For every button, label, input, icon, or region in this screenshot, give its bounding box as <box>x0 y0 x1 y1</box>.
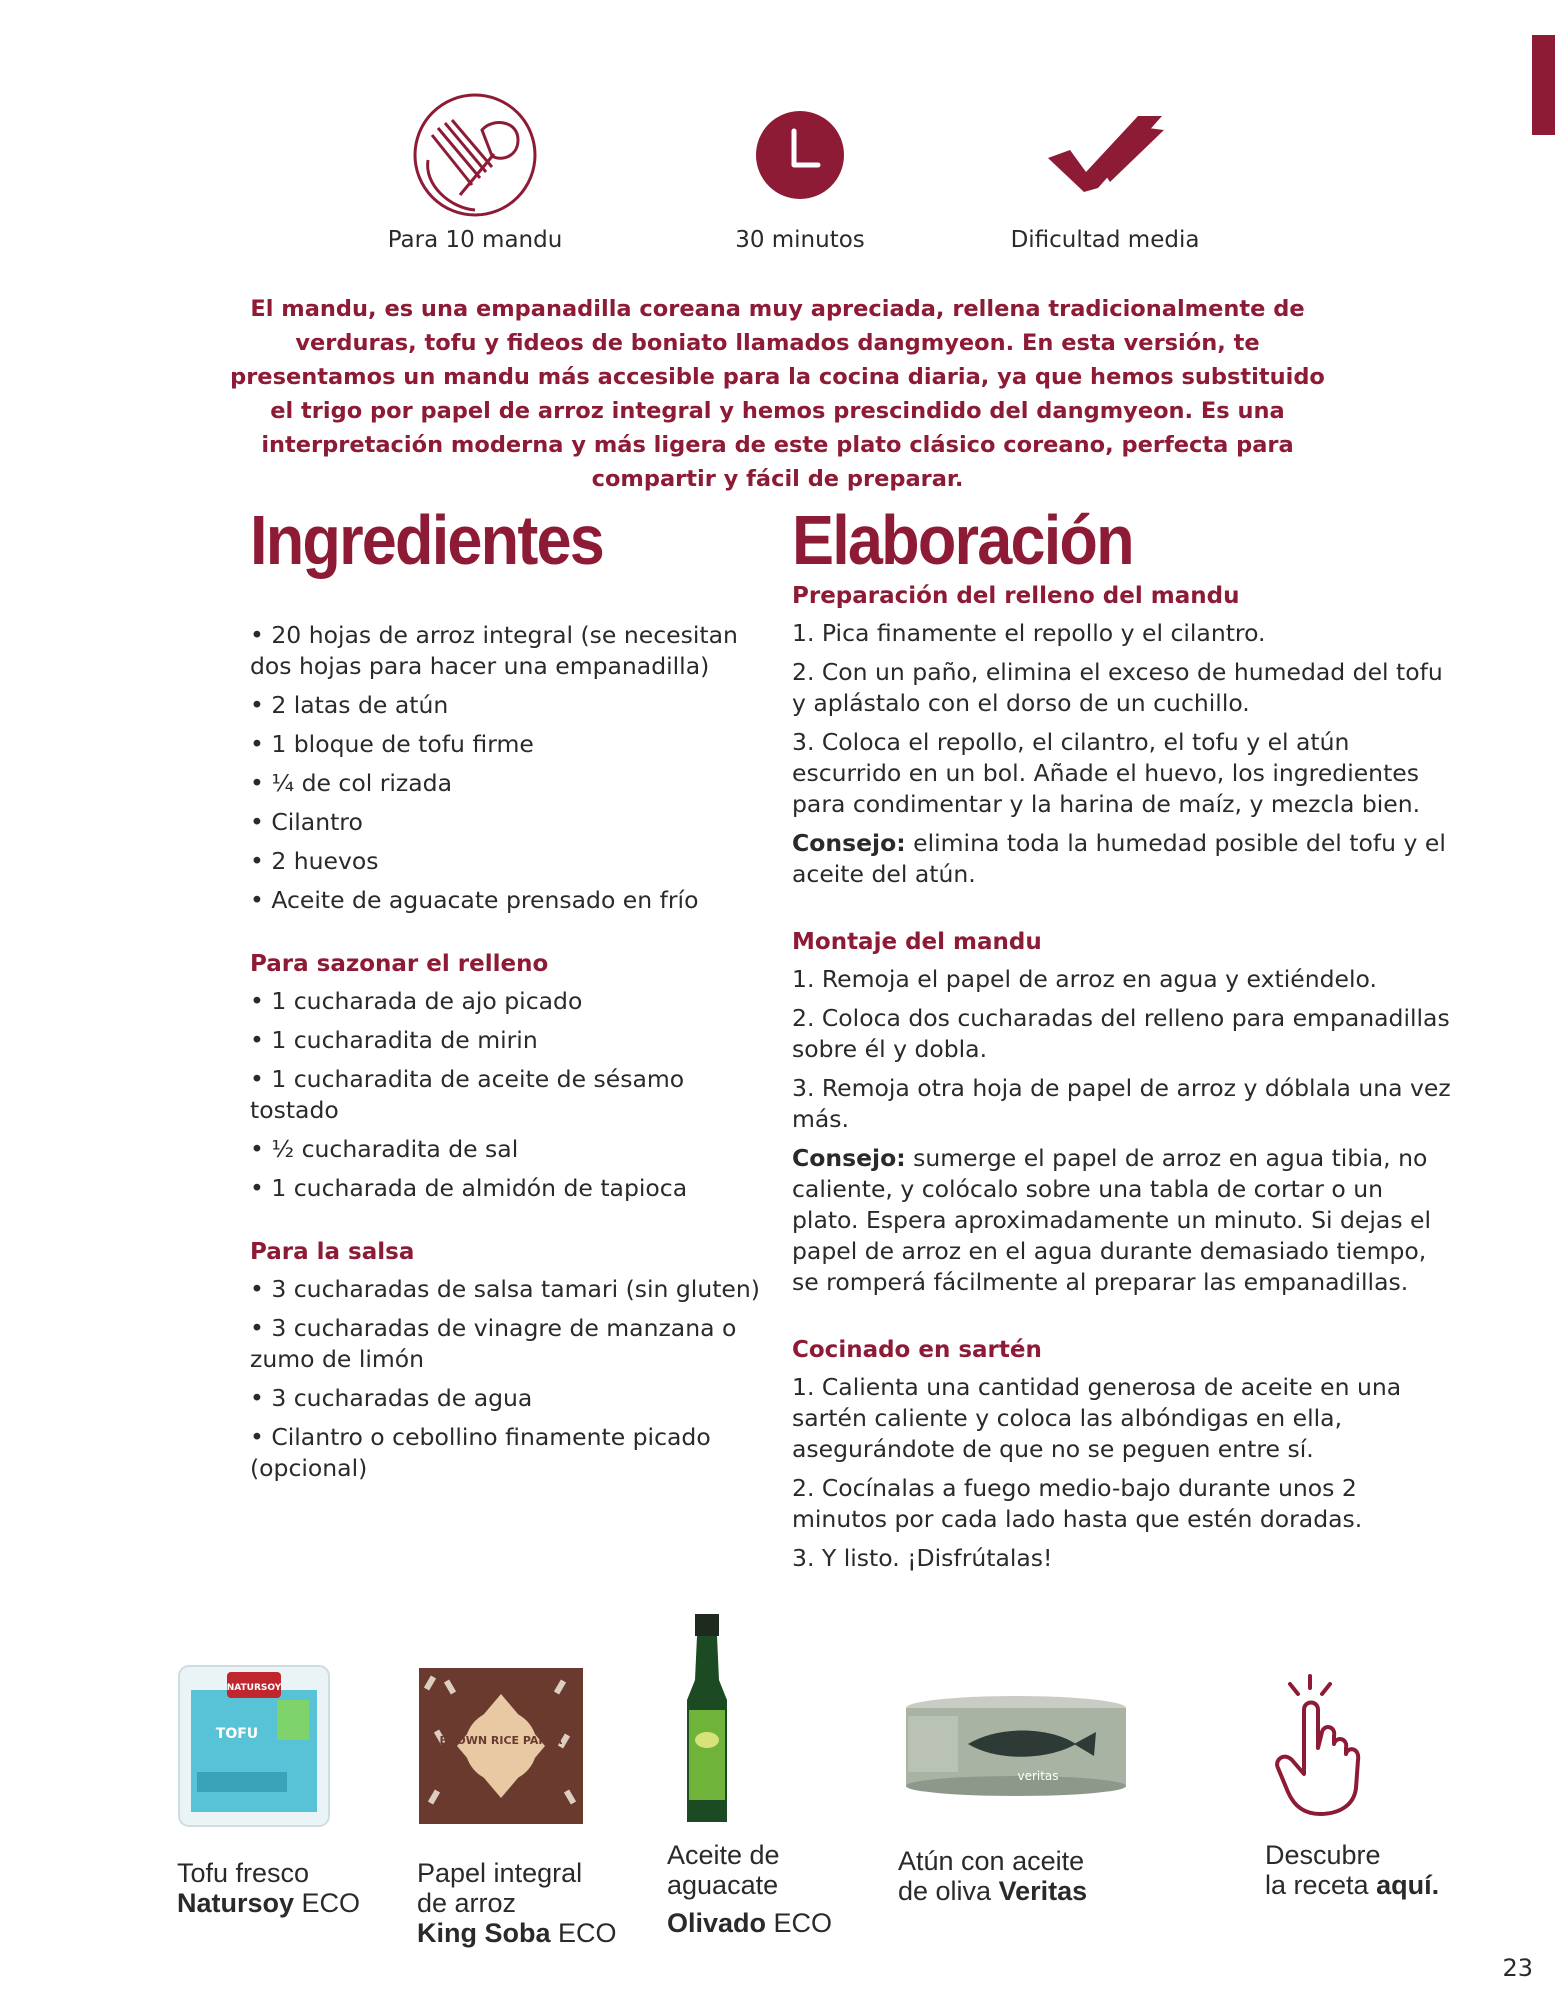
list-item: 1. Pica finamente el repollo y el cilantro. <box>792 619 1266 647</box>
product-eco: ECO <box>550 1918 617 1948</box>
tip-label: Consejo: <box>792 829 906 857</box>
product-brand: Veritas <box>998 1876 1088 1906</box>
product-line: Aceite de <box>667 1840 780 1870</box>
tip-text: sumerge el papel de arroz en agua tibia, no caliente, y colócalo sobre una tabla de cortar o un plato. Espera aproximadamente un minuto. Si dejas el papel de arroz en el agua durante demasiado tiempo, se romperá fácilmente al preparar las empanadillas. <box>792 1144 1432 1296</box>
clock-icon <box>750 105 850 205</box>
fact-difficulty <box>975 85 1235 253</box>
list-item: • 2 latas de atún <box>250 691 449 719</box>
tuna-pack-label: veritas <box>1017 1769 1059 1783</box>
avocado-oil-bottle-image <box>667 1610 747 1830</box>
list-item: • 3 cucharadas de agua <box>250 1384 533 1412</box>
product-line: Descubre <box>1265 1840 1381 1870</box>
discover-recipe-text <box>1265 1840 1439 1900</box>
recipe-intro: El mandu, es una empanadilla coreana muy apreciada, rellena tradicionalmente de verduras, tofu y fideos de boniato llamados dangmyeon. En esta versión, te presentamos un mandu más accesible para la cocina diaria, ya que hemos substituido el trigo por papel de arroz integral y hemos prescindido del dangmyeon. Es una interpretación moderna y más ligera de este plato clásico coreano, perfecta para compartir y fácil de preparar. <box>230 296 1325 492</box>
filling-steps <box>792 618 1452 890</box>
filling-tip <box>792 828 1452 890</box>
product-line <box>1265 1870 1439 1900</box>
featured-products <box>0 1610 1555 2000</box>
fact-time-label: 30 minutos <box>735 227 865 253</box>
list-item: • 1 cucharadita de mirin <box>250 1026 538 1054</box>
list-item: • Cilantro <box>250 808 363 836</box>
list-item: • 2 huevos <box>250 847 379 875</box>
list-item: • 20 hojas de arroz integral (se necesitan dos hojas para hacer una empanadilla) <box>250 621 738 680</box>
elaboration-section <box>792 500 1452 1582</box>
recipe-link-text[interactable]: aquí. <box>1376 1870 1440 1900</box>
product-line: Atún con aceite <box>898 1846 1085 1876</box>
list-item: • Aceite de aguacate prensado en frío <box>250 886 699 914</box>
product-avocado-oil-name <box>667 1840 832 1938</box>
product-brand: King Soba <box>417 1918 551 1948</box>
product-tofu-name <box>177 1858 360 1918</box>
pointing-hand-icon <box>1270 1670 1370 1820</box>
list-item: • Cilantro o cebollino finamente picado (opcional) <box>250 1423 711 1482</box>
product-tuna-name <box>898 1846 1134 1906</box>
list-item: • ½ cucharadita de sal <box>250 1135 519 1163</box>
assembly-title: Montaje del mandu <box>792 929 1042 955</box>
list-item: 2. Cocínalas a fuego medio-bajo durante unos 2 minutos por cada lado hasta que estén doradas. <box>792 1474 1363 1533</box>
tofu-pack-label: TOFU <box>215 1726 259 1742</box>
product-eco: ECO <box>294 1888 361 1918</box>
product-line: Papel integral <box>417 1858 583 1888</box>
rice-paper-package-image <box>417 1660 587 1830</box>
season-list <box>250 986 770 1204</box>
list-item: 1. Remoja el papel de arroz en agua y extiéndelo. <box>792 965 1377 993</box>
sauce-list <box>250 1274 770 1484</box>
filling-title: Preparación del relleno del mandu <box>792 583 1240 609</box>
cooking-steps <box>792 1372 1452 1574</box>
page-number: 23 <box>1502 1954 1533 1982</box>
list-item: • 1 cucharada de ajo picado <box>250 987 583 1015</box>
tip-text: elimina toda la humedad posible del tofu y el aceite del atún. <box>792 829 1446 888</box>
ingredients-main-list <box>250 620 770 916</box>
tip-label: Consejo: <box>792 1144 906 1172</box>
tofu-pack-brand: NATURSOY <box>226 1683 282 1693</box>
list-item: 3. Coloca el repollo, el cilantro, el tofu y el atún escurrido en un bol. Añade el huevo, los ingredientes para condimentar y la harina de maíz, y mezcla bien. <box>792 728 1421 818</box>
product-tofu[interactable] <box>177 1660 360 1918</box>
product-brand-line <box>667 1908 832 1938</box>
fork-spoon-plate-icon <box>410 90 540 220</box>
tuna-cans-image <box>898 1690 1134 1800</box>
recipe-facts <box>0 85 1555 255</box>
list-item: • 1 cucharadita de aceite de sésamo tostado <box>250 1065 685 1124</box>
product-rice-paper-name <box>417 1858 617 1948</box>
product-line: de arroz <box>417 1888 517 1918</box>
list-item: • 1 cucharada de almidón de tapioca <box>250 1174 688 1202</box>
check-icon <box>1040 110 1170 200</box>
fact-servings <box>345 85 605 253</box>
sauce-title: Para la salsa <box>250 1239 415 1265</box>
discover-recipe-link[interactable] <box>1265 1670 1439 1900</box>
product-line: aguacate <box>667 1870 779 1900</box>
list-item: 3. Remoja otra hoja de papel de arroz y dóblala una vez más. <box>792 1074 1451 1133</box>
list-item: • 1 bloque de tofu firme <box>250 730 534 758</box>
list-item: • ¼ de col rizada <box>250 769 452 797</box>
list-item: • 3 cucharadas de vinagre de manzana o zumo de limón <box>250 1314 737 1373</box>
tofu-package-image <box>177 1660 331 1830</box>
list-item: 2. Con un paño, elimina el exceso de humedad del tofu y aplástalo con el dorso de un cuchillo. <box>792 658 1443 717</box>
product-tuna[interactable] <box>898 1690 1134 1906</box>
product-line: Tofu fresco <box>177 1858 310 1888</box>
product-brand: Natursoy <box>177 1888 295 1918</box>
season-title: Para sazonar el relleno <box>250 951 549 977</box>
product-rice-paper[interactable] <box>417 1660 617 1948</box>
elaboration-title: Elaboración <box>792 501 1133 579</box>
product-brand-line <box>898 1876 1134 1906</box>
cooking-title: Cocinado en sartén <box>792 1337 1042 1363</box>
rice-pack-label: BROWN RICE PAPER <box>439 1734 563 1747</box>
product-brand: Olivado <box>667 1908 767 1938</box>
assembly-tip <box>792 1143 1452 1298</box>
list-item: 1. Calienta una cantidad generosa de aceite en una sartén caliente y coloca las albóndigas en ella, asegurándote de que no se peguen entre sí. <box>792 1373 1402 1463</box>
ingredients-title: Ingredientes <box>250 501 603 579</box>
fact-time <box>670 85 930 253</box>
product-eco: ECO <box>766 1908 833 1938</box>
product-line: la receta <box>1265 1870 1377 1900</box>
list-item: • 3 cucharadas de salsa tamari (sin gluten) <box>250 1275 760 1303</box>
list-item: 3. Y listo. ¡Disfrútalas! <box>792 1544 1053 1572</box>
ingredients-section <box>250 500 770 1492</box>
fact-servings-label: Para 10 mandu <box>387 227 563 253</box>
assembly-steps <box>792 964 1452 1298</box>
list-item: 2. Coloca dos cucharadas del relleno para empanadillas sobre él y dobla. <box>792 1004 1450 1063</box>
product-line: de oliva <box>898 1876 999 1906</box>
product-avocado-oil[interactable] <box>667 1610 832 1938</box>
fact-difficulty-label: Dificultad media <box>1010 227 1200 253</box>
product-brand-line <box>177 1888 360 1918</box>
product-brand-line <box>417 1918 617 1948</box>
